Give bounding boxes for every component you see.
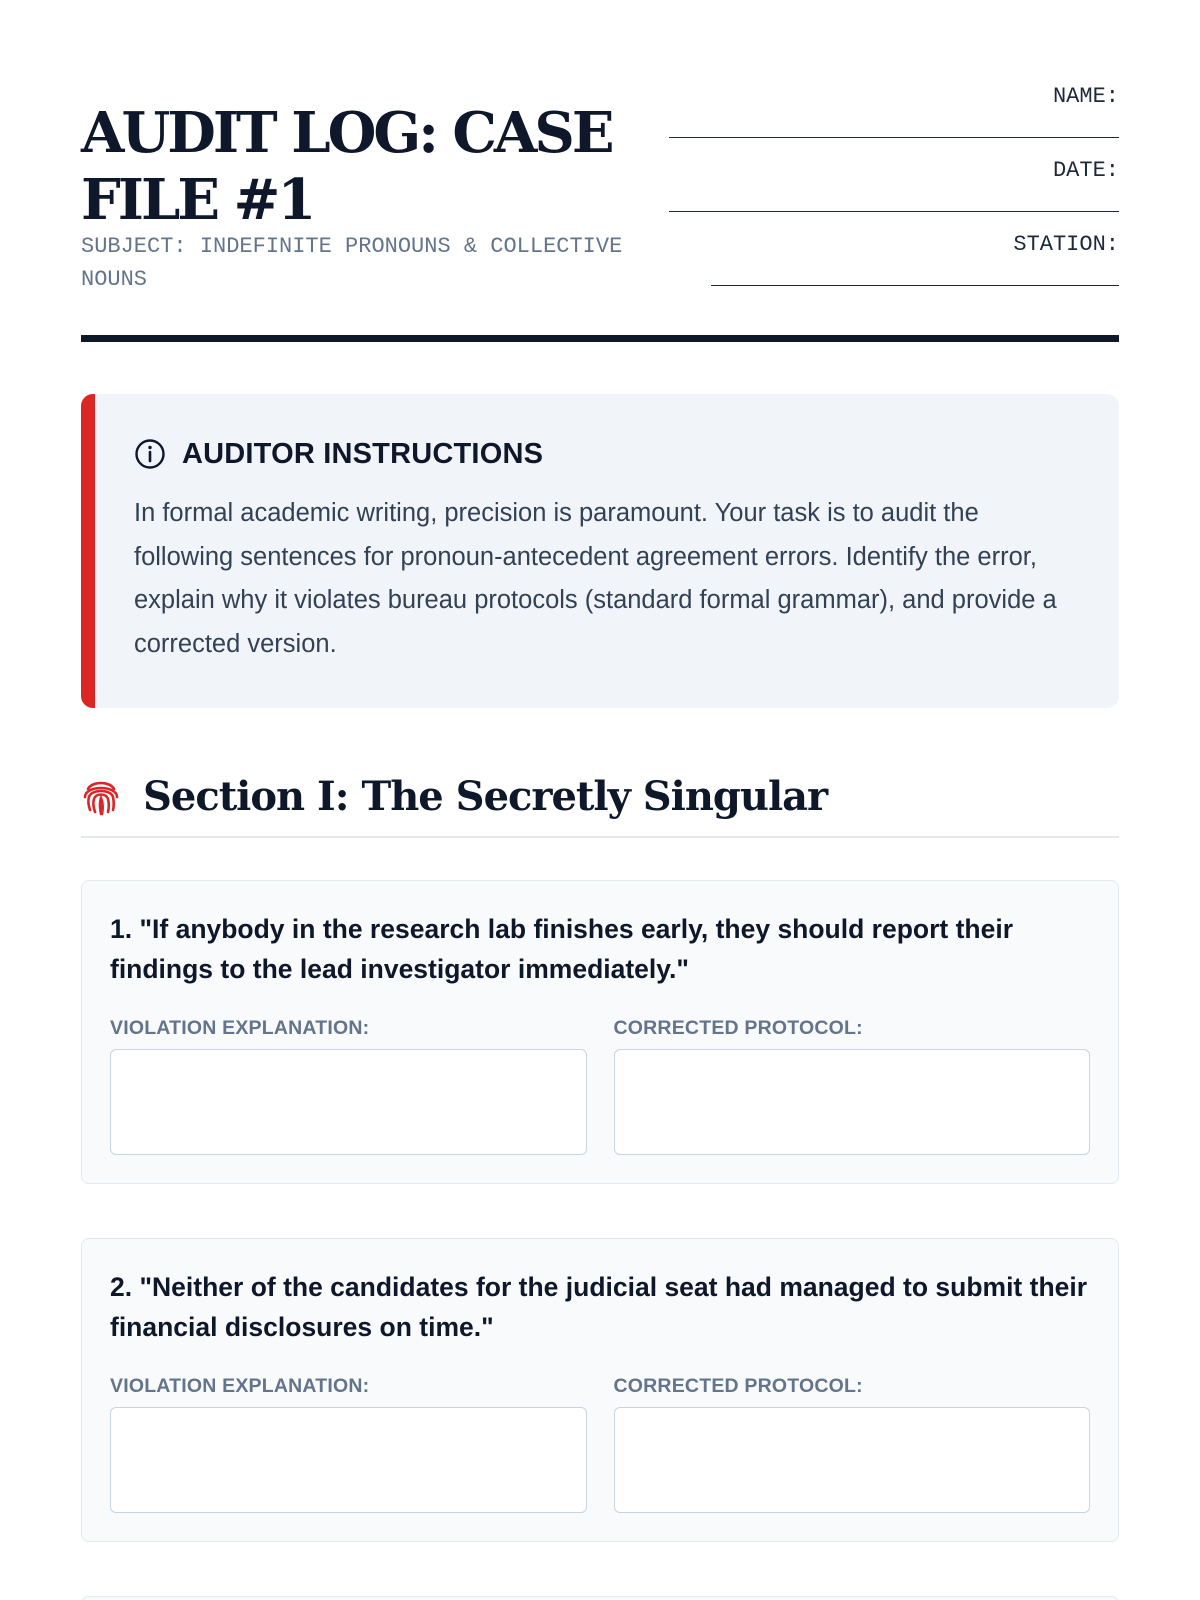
question-card [81, 880, 1119, 1184]
instructions-title: AUDITOR INSTRUCTIONS [182, 437, 544, 470]
student-fields [659, 80, 1119, 302]
question-text: 2. "Neither of the candidates for the judicial seat had managed to submit their financial disclosures on time." [110, 1272, 1088, 1342]
correction-label: CORRECTED PROTOCOL: [613, 1017, 863, 1039]
correction-column [614, 1375, 1091, 1513]
correction-label: CORRECTED PROTOCOL: [613, 1375, 863, 1397]
station-field[interactable] [659, 228, 1119, 302]
question-text: 1. "If anybody in the research lab finishes early, they should report their findings to the lead investigator immediately." [110, 914, 1014, 984]
answer-row [110, 1375, 1090, 1513]
explanation-column [110, 1017, 587, 1155]
correction-input[interactable] [614, 1407, 1091, 1513]
station-field-label: STATION: [1013, 232, 1119, 257]
explanation-input[interactable] [110, 1049, 587, 1155]
section-heading [81, 766, 1119, 838]
page-title: AUDIT LOG: CASE FILE #1 [81, 100, 612, 233]
fingerprint-icon [81, 776, 121, 816]
explanation-input[interactable] [110, 1407, 587, 1513]
station-field-line[interactable] [711, 285, 1119, 286]
info-icon [134, 438, 166, 470]
explanation-column [110, 1375, 587, 1513]
explanation-label: VIOLATION EXPLANATION: [110, 1375, 370, 1397]
correction-input[interactable] [614, 1049, 1091, 1155]
document-header [81, 0, 1119, 342]
instructions-body: In formal academic writing, precision is paramount. Your task is to audit the following sentences for pronoun-antecedent agreement errors. Identify the error, explain why it violates bureau protocols (standard formal grammar), and provide a corrected version. [134, 499, 1057, 658]
answer-row [110, 1017, 1090, 1155]
date-field-line[interactable] [669, 211, 1119, 212]
explanation-label: VIOLATION EXPLANATION: [110, 1017, 370, 1039]
name-field[interactable] [659, 80, 1119, 154]
question-card [81, 1238, 1119, 1542]
instructions-header [134, 438, 1083, 470]
correction-column [614, 1017, 1091, 1155]
name-field-label: NAME: [1052, 84, 1119, 109]
name-field-line[interactable] [669, 137, 1119, 138]
question-card-next [81, 1596, 1119, 1600]
section-title: Section I: The Secretly Singular [143, 772, 828, 820]
instructions-panel [81, 394, 1119, 708]
subject-line: SUBJECT: INDEFINITE PRONOUNS & COLLECTIVE NOUNS [81, 234, 623, 292]
date-field-label: DATE: [1052, 158, 1119, 183]
date-field[interactable] [659, 154, 1119, 228]
